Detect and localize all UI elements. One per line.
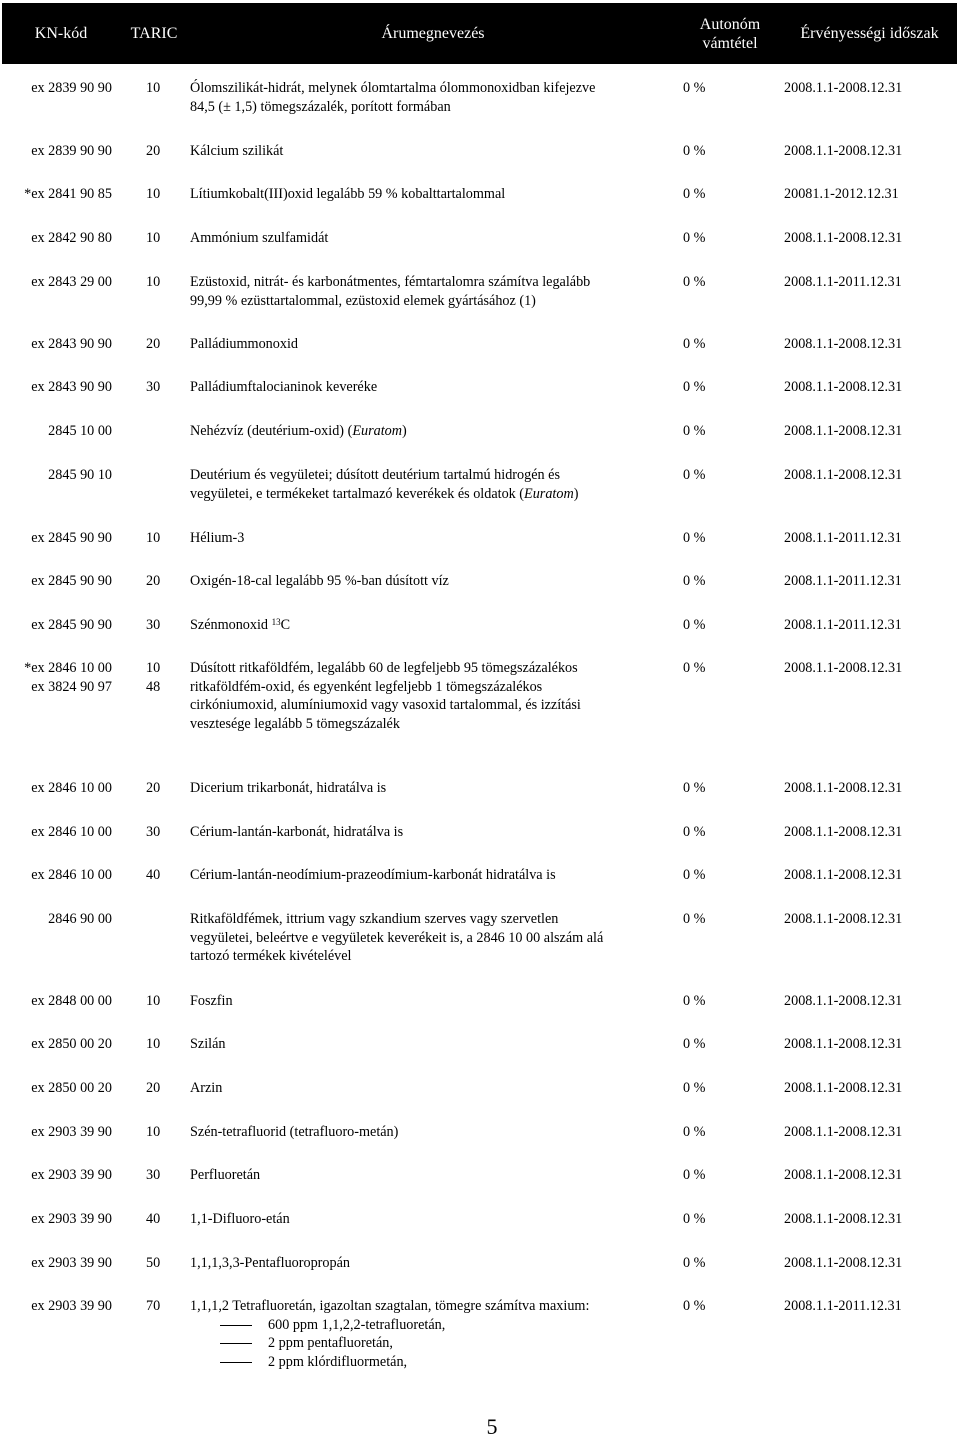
taric-cell xyxy=(146,823,176,842)
validity-cell: 2008.1.1-2008.12.31 xyxy=(784,1167,903,1183)
kn-code: ex 2846 10 00 xyxy=(31,780,112,796)
kn-code: ex 2903 39 90 xyxy=(31,1298,112,1314)
description-cell xyxy=(190,466,672,503)
validity-cell: 2008.1.1-2011.12.31 xyxy=(784,617,902,633)
description-line: Kálcium szilikát xyxy=(190,143,284,159)
taric-code: 30 xyxy=(146,379,161,395)
taric-code: 10 xyxy=(146,186,161,202)
taric-code: 10 xyxy=(146,274,161,290)
rate-cell: 0 % xyxy=(683,230,706,246)
taric-cell xyxy=(146,1254,176,1273)
description-line: 84,5 (± 1,5) tömegszázalék, porított formában xyxy=(190,98,451,115)
taric-code: 20 xyxy=(146,336,161,352)
validity-cell: 2008.1.1-2008.12.31 xyxy=(784,911,903,927)
description-list-text: 600 ppm 1,1,2,2-tetrafluoretán, xyxy=(268,1316,446,1333)
taric-cell xyxy=(146,992,176,1011)
kn-code-cell xyxy=(0,1035,112,1054)
rate-cell: 0 % xyxy=(683,1298,706,1314)
description-line: cirkóniumoxid, alumíniumoxid vagy vasoxid tartalommal, és izzítási xyxy=(190,697,581,714)
kn-code-cell xyxy=(0,422,112,441)
description-line: Perfluoretán xyxy=(190,1167,261,1183)
validity-cell: 2008.1.1-2008.12.31 xyxy=(784,1124,903,1140)
rate-cell: 0 % xyxy=(683,423,706,439)
kn-code: ex 2848 00 00 xyxy=(31,993,112,1009)
description-cell xyxy=(190,273,672,310)
description-line: Cérium-lantán-neodímium-prazeodímium-karbonát hidratálva is xyxy=(190,867,556,883)
kn-code-cell xyxy=(0,659,112,696)
rate-cell: 0 % xyxy=(683,186,706,202)
taric-cell xyxy=(146,185,176,204)
rate-cell: 0 % xyxy=(683,379,706,395)
description-cell xyxy=(190,79,672,116)
description-cell xyxy=(190,185,672,204)
rate-cell: 0 % xyxy=(683,660,706,676)
description-cell xyxy=(190,1254,672,1273)
kn-code: 2845 90 10 xyxy=(48,467,112,483)
kn-code: ex 2845 90 90 xyxy=(31,617,112,633)
taric-code: 70 xyxy=(146,1298,161,1314)
description-cell xyxy=(190,335,672,354)
validity-cell: 2008.1.1-2008.12.31 xyxy=(784,379,903,395)
header-description: Árumegnevezés xyxy=(381,25,485,42)
taric-code: 10 xyxy=(146,80,161,96)
description-line: vegyületei, beleértve e vegyületek keverékeit is, a 2846 10 00 alszám alá xyxy=(190,929,604,946)
description-line: ritkaföldfém-oxid, és egyenként legfeljebb 1 tömegszázalékos xyxy=(190,678,543,695)
rate-cell: 0 % xyxy=(683,80,706,96)
taric-cell xyxy=(146,659,176,696)
header-autonomous-rate xyxy=(678,15,782,53)
description-cell xyxy=(190,1166,672,1185)
taric-cell xyxy=(146,142,176,161)
taric-code: 20 xyxy=(146,143,161,159)
kn-code: *ex 2846 10 00 xyxy=(24,660,112,676)
validity-cell: 2008.1.1-2008.12.31 xyxy=(784,780,903,796)
description-line: Oxigén-18-cal legalább 95 %-ban dúsított víz xyxy=(190,573,449,589)
kn-code: ex 2846 10 00 xyxy=(31,824,112,840)
taric-cell xyxy=(146,1166,176,1185)
rate-cell: 0 % xyxy=(683,1124,706,1140)
taric-code: 20 xyxy=(146,573,161,589)
header-taric: TARIC xyxy=(130,25,178,42)
description-cell xyxy=(190,1079,672,1098)
description-line: Deutérium és vegyületei; dúsított deutérium tartalmú hidrogén és xyxy=(190,467,560,483)
kn-code: ex 2903 39 90 xyxy=(31,1124,112,1140)
description-line: Ólomszilikát-hidrát, melynek ólomtartalma ólommonoxidban kifejezve xyxy=(190,80,596,96)
description-line: 1,1,1,3,3-Pentafluoropropán xyxy=(190,1255,350,1271)
description-list-text: 2 ppm pentafluoretán, xyxy=(268,1335,393,1352)
rate-cell: 0 % xyxy=(683,911,706,927)
validity-cell: 2008.1.1-2008.12.31 xyxy=(784,1036,903,1052)
kn-code-cell xyxy=(0,1079,112,1098)
kn-code-cell xyxy=(0,910,112,929)
description-cell xyxy=(190,616,672,635)
validity-cell: 2008.1.1-2008.12.31 xyxy=(784,660,903,676)
kn-code: ex 2842 90 80 xyxy=(31,230,112,246)
kn-code-cell xyxy=(0,1166,112,1185)
em-dash-bullet xyxy=(220,1343,252,1344)
description-cell xyxy=(190,823,672,842)
description-line: Hélium-3 xyxy=(190,530,245,546)
kn-code: ex 2850 00 20 xyxy=(31,1080,112,1096)
description-cell xyxy=(190,1210,672,1229)
description-line: Ritkaföldfémek, ittrium vagy szkandium szerves vagy szervetlen xyxy=(190,911,559,927)
taric-code: 10 xyxy=(146,530,161,546)
taric-cell xyxy=(146,529,176,548)
description-line: 1,1,1,2 Tetrafluoretán, igazoltan szagtalan, tömegre számítva maxium: xyxy=(190,1298,590,1314)
description-line: Palládiummonoxid xyxy=(190,336,298,352)
description-line: Cérium-lantán-karbonát, hidratálva is xyxy=(190,824,404,840)
description-line: Palládiumftalocianinok keveréke xyxy=(190,379,378,395)
kn-code: ex 2903 39 90 xyxy=(31,1255,112,1271)
validity-cell: 2008.1.1-2008.12.31 xyxy=(784,336,903,352)
rate-cell: 0 % xyxy=(683,143,706,159)
kn-code-cell xyxy=(0,992,112,1011)
description-line: Ammónium szulfamidát xyxy=(190,230,329,246)
description-cell xyxy=(190,229,672,248)
description-cell xyxy=(190,142,672,161)
validity-cell: 2008.1.1-2008.12.31 xyxy=(784,143,903,159)
header-kn-code: KN-kód xyxy=(34,25,88,42)
rate-cell: 0 % xyxy=(683,1036,706,1052)
taric-cell xyxy=(146,779,176,798)
kn-code: 2845 10 00 xyxy=(48,423,112,439)
taric-cell xyxy=(146,378,176,397)
rate-cell: 0 % xyxy=(683,1167,706,1183)
kn-code-cell xyxy=(0,1254,112,1273)
taric-cell xyxy=(146,1079,176,1098)
taric-cell xyxy=(146,1123,176,1142)
taric-code: 30 xyxy=(146,824,161,840)
kn-code-cell xyxy=(0,466,112,485)
validity-cell: 2008.1.1-2011.12.31 xyxy=(784,530,902,546)
description-cell xyxy=(190,779,672,798)
rate-cell: 0 % xyxy=(683,993,706,1009)
kn-code: ex 2839 90 90 xyxy=(31,143,112,159)
validity-cell: 2008.1.1-2008.12.31 xyxy=(784,230,903,246)
rate-cell: 0 % xyxy=(683,1080,706,1096)
kn-code: ex 2843 90 90 xyxy=(31,336,112,352)
rate-cell: 0 % xyxy=(683,824,706,840)
validity-cell: 2008.1.1-2008.12.31 xyxy=(784,467,903,483)
page-number: 5 xyxy=(486,1414,498,1439)
kn-code: ex 2843 90 90 xyxy=(31,379,112,395)
description-list-item xyxy=(190,1353,672,1372)
kn-code-cell xyxy=(0,142,112,161)
kn-code-cell xyxy=(0,1297,112,1316)
kn-code-cell xyxy=(0,529,112,548)
taric-code: 30 xyxy=(146,1167,161,1183)
taric-cell xyxy=(146,229,176,248)
kn-code: ex 3824 90 97 xyxy=(31,678,112,695)
description-line: 1,1-Difluoro-etán xyxy=(190,1211,290,1227)
table-header xyxy=(2,3,957,64)
validity-cell: 2008.1.1-2008.12.31 xyxy=(784,1255,903,1271)
taric-code: 20 xyxy=(146,780,161,796)
kn-code-cell xyxy=(0,79,112,98)
header-rate-line2: vámtétel xyxy=(702,34,758,52)
rate-cell: 0 % xyxy=(683,467,706,483)
validity-cell: 20081.1-2012.12.31 xyxy=(784,186,899,202)
description-line: tartozó termékek kivételével xyxy=(190,948,352,965)
kn-code-cell xyxy=(0,378,112,397)
rate-cell: 0 % xyxy=(683,780,706,796)
validity-cell: 2008.1.1-2011.12.31 xyxy=(784,573,902,589)
validity-cell: 2008.1.1-2008.12.31 xyxy=(784,993,903,1009)
taric-code: 10 xyxy=(146,1124,161,1140)
kn-code: ex 2845 90 90 xyxy=(31,573,112,589)
description-list-item xyxy=(190,1334,672,1353)
kn-code: 2846 90 00 xyxy=(48,911,112,927)
description-cell xyxy=(190,1123,672,1142)
validity-cell: 2008.1.1-2008.12.31 xyxy=(784,867,903,883)
taric-code: 10 xyxy=(146,1036,161,1052)
taric-cell xyxy=(146,79,176,98)
validity-cell: 2008.1.1-2008.12.31 xyxy=(784,1080,903,1096)
rate-cell: 0 % xyxy=(683,1255,706,1271)
description-line: Szénmonoxid $^{13}$C xyxy=(190,617,291,633)
taric-cell xyxy=(146,1035,176,1054)
taric-cell xyxy=(146,1210,176,1229)
taric-cell xyxy=(146,616,176,635)
rate-cell: 0 % xyxy=(683,336,706,352)
rate-cell: 0 % xyxy=(683,1211,706,1227)
kn-code-cell xyxy=(0,229,112,248)
description-line: Dicerium trikarbonát, hidratálva is xyxy=(190,780,387,796)
em-dash-bullet xyxy=(220,1362,252,1363)
header-rate-line1: Autonóm xyxy=(699,15,761,33)
description-cell xyxy=(190,529,672,548)
kn-code-cell xyxy=(0,273,112,292)
kn-code: ex 2903 39 90 xyxy=(31,1211,112,1227)
description-line: vegyületei, e termékeket tartalmazó keverékek és oldatok (Euratom) xyxy=(190,485,579,502)
description-list-text: 2 ppm klórdifluormetán, xyxy=(268,1353,408,1370)
taric-code: 30 xyxy=(146,617,161,633)
description-cell xyxy=(190,910,672,966)
rate-cell: 0 % xyxy=(683,867,706,883)
description-line: Szilán xyxy=(190,1036,226,1052)
description-cell xyxy=(190,659,672,733)
description-line: Foszfin xyxy=(190,993,233,1009)
description-cell xyxy=(190,378,672,397)
kn-code-cell xyxy=(0,1123,112,1142)
description-line: Nehézvíz (deutérium-oxid) (Euratom) xyxy=(190,423,407,439)
taric-code: 10 xyxy=(146,993,161,1009)
kn-code: ex 2843 29 00 xyxy=(31,274,112,290)
taric-code: 50 xyxy=(146,1255,161,1271)
description-line: 99,99 % ezüsttartalommal, ezüstoxid elemek gyártásához (1) xyxy=(190,292,536,309)
description-line: Dúsított ritkaföldfém, legalább 60 de legfeljebb 95 tömegszázalékos xyxy=(190,660,578,676)
kn-code: ex 2850 00 20 xyxy=(31,1036,112,1052)
kn-code-cell xyxy=(0,572,112,591)
taric-code: 10 xyxy=(146,660,161,676)
kn-code: ex 2845 90 90 xyxy=(31,530,112,546)
description-cell xyxy=(190,992,672,1011)
kn-code: *ex 2841 90 85 xyxy=(24,186,112,202)
taric-code: 40 xyxy=(146,1211,161,1227)
description-cell xyxy=(190,866,672,885)
description-cell xyxy=(190,1297,672,1371)
validity-cell: 2008.1.1-2011.12.31 xyxy=(784,1298,902,1314)
description-line: Lítiumkobalt(III)oxid legalább 59 % kobalttartalommal xyxy=(190,186,506,202)
rate-cell: 0 % xyxy=(683,573,706,589)
description-cell xyxy=(190,1035,672,1054)
description-cell xyxy=(190,572,672,591)
kn-code-cell xyxy=(0,866,112,885)
em-dash-bullet xyxy=(220,1325,252,1326)
taric-code: 20 xyxy=(146,1080,161,1096)
taric-cell xyxy=(146,866,176,885)
taric-code: 40 xyxy=(146,867,161,883)
rate-cell: 0 % xyxy=(683,617,706,633)
kn-code-cell xyxy=(0,185,112,204)
rate-cell: 0 % xyxy=(683,274,706,290)
kn-code-cell xyxy=(0,335,112,354)
taric-code: 48 xyxy=(146,678,161,695)
kn-code-cell xyxy=(0,823,112,842)
header-validity: Érvényességi időszak xyxy=(800,25,939,42)
validity-cell: 2008.1.1-2008.12.31 xyxy=(784,423,903,439)
kn-code: ex 2903 39 90 xyxy=(31,1167,112,1183)
kn-code-cell xyxy=(0,616,112,635)
kn-code-cell xyxy=(0,779,112,798)
validity-cell: 2008.1.1-2008.12.31 xyxy=(784,80,903,96)
validity-cell: 2008.1.1-2011.12.31 xyxy=(784,274,902,290)
description-line: vesztesége legalább 5 tömegszázalék xyxy=(190,715,400,732)
taric-cell xyxy=(146,1297,176,1316)
taric-cell xyxy=(146,335,176,354)
validity-cell: 2008.1.1-2008.12.31 xyxy=(784,1211,903,1227)
kn-code: ex 2846 10 00 xyxy=(31,867,112,883)
taric-code: 10 xyxy=(146,230,161,246)
description-cell xyxy=(190,422,672,441)
kn-code: ex 2839 90 90 xyxy=(31,80,112,96)
description-line: Arzin xyxy=(190,1080,223,1096)
kn-code-cell xyxy=(0,1210,112,1229)
description-line: Szén-tetrafluorid (tetrafluoro-metán) xyxy=(190,1124,399,1140)
rate-cell: 0 % xyxy=(683,530,706,546)
taric-cell xyxy=(146,273,176,292)
description-line: Ezüstoxid, nitrát- és karbonátmentes, fémtartalomra számítva legalább xyxy=(190,274,591,290)
validity-cell: 2008.1.1-2008.12.31 xyxy=(784,824,903,840)
description-list-item xyxy=(190,1316,672,1335)
taric-cell xyxy=(146,572,176,591)
